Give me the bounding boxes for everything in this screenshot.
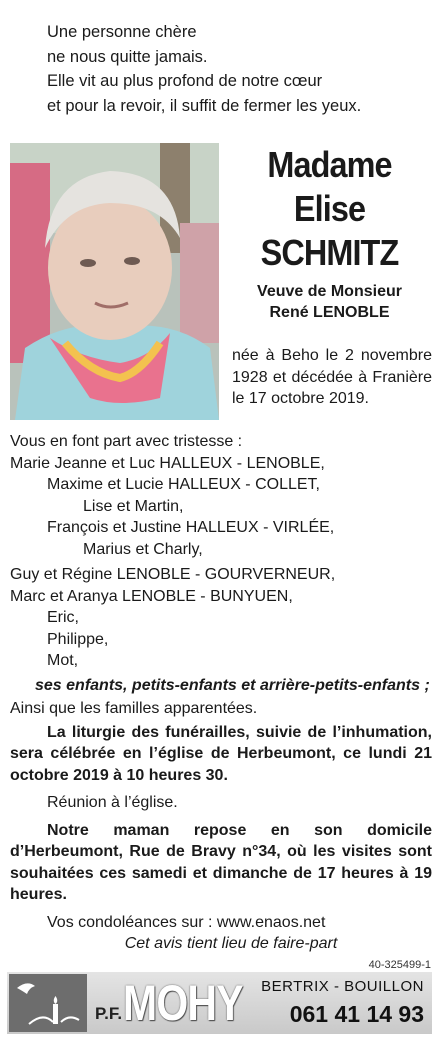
poem-line: Une personne chère [47, 23, 197, 41]
poem-line: et pour la revoir, il suffit de fermer les yeux. [47, 96, 362, 115]
funeral-home-phone: 061 41 14 93 [289, 1001, 424, 1027]
widow-line: René LENOBLE [269, 304, 390, 321]
family-member: Marc et Aranya LENOBLE - BUNYUEN, [10, 587, 293, 605]
poem-line: Elle vit au plus profond de notre cœur [47, 72, 323, 90]
condolences: Vos condoléances sur : www.enaos.net [47, 913, 326, 931]
deceased-last-name: SCHMITZ [260, 232, 399, 273]
family-member: Marius et Charly, [83, 540, 203, 558]
family-member: Lise et Martin, [83, 497, 184, 515]
poem-line: ne nous quitte jamais. [47, 47, 208, 66]
dove-and-candle-icon [9, 974, 87, 1032]
faire-part-note: Cet avis tient lieu de faire-part [124, 935, 338, 952]
reference-number: 40-325499-1 [368, 959, 431, 971]
family-member: Eric, [47, 609, 79, 626]
deceased-title: Madame [267, 144, 392, 185]
relatives: Ainsi que les familles apparentées. [10, 700, 258, 717]
birth-death-details: née à Beho le 2 novembre 1928 et décédée à Franière le 17 octobre 2019. [232, 347, 432, 407]
family-member: Philippe, [47, 630, 109, 648]
family-member: François et Justine HALLEUX - VIRLÉE, [47, 519, 335, 536]
funeral-home-locations: BERTRIX - BOUILLON [261, 978, 424, 995]
funeral-details: La liturgie des funérailles, suivie de l’inhumation, sera célébrée en l’église de Herbeumont, ce lundi 21 octobre 2019 à 10 heures 30. [10, 723, 432, 784]
poem [47, 20, 437, 118]
family-member: Maxime et Lucie HALLEUX - COLLET, [47, 476, 320, 493]
widow-of [222, 281, 437, 323]
meeting-place: Réunion à l’église. [47, 794, 178, 811]
funeral-home-name: MOHY [123, 975, 243, 1031]
pf-label: P.F. [95, 1004, 123, 1023]
funeral-home-banner [7, 972, 432, 1034]
announcement: Vous en font part avec tristesse : [10, 433, 243, 450]
family-member: Mot, [47, 652, 79, 669]
family-summary: ses enfants, petits-enfants et arrière-petits-enfants ; [35, 676, 430, 694]
rest-details: Notre maman repose en son domicile d’Herbeumont, Rue de Bravy n°34, où les visites sont souhaitées ces samedi et dimanche de 17 heures à 19 heures. [10, 821, 432, 903]
family-member: Marie Jeanne et Luc HALLEUX - LENOBLE, [10, 454, 325, 472]
notice-body [10, 431, 432, 955]
deceased-name-block [222, 143, 437, 323]
portrait-photo [10, 143, 219, 420]
widow-line: Veuve de Monsieur [257, 283, 402, 300]
family-member: Guy et Régine LENOBLE - GOURVERNEUR, [10, 566, 336, 583]
deceased-first-name: Elise [293, 188, 366, 229]
